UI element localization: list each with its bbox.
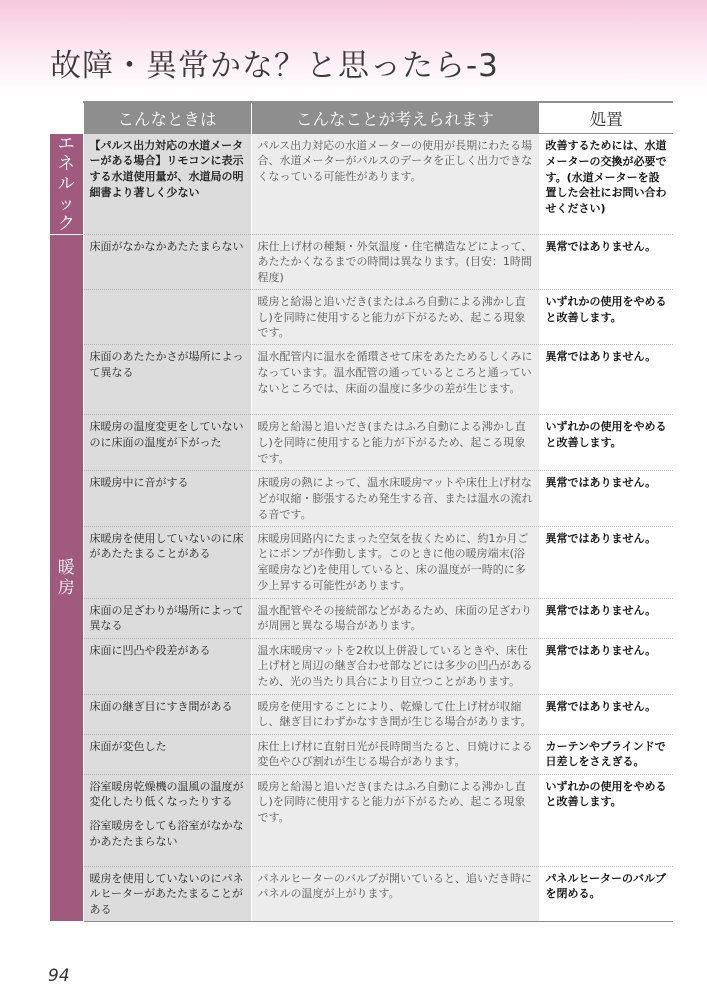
table-row — [50, 345, 673, 415]
action-cell: いずれかの使用をやめると改善します。 — [539, 415, 673, 471]
cause-cell: パネルヒーターのバルブが開いていると、追いだき時にパネルの温度が上がります。 — [251, 866, 539, 921]
condition-cell: 暖房を使用していないのにパネルヒーターがあたたまることがある — [83, 866, 251, 921]
condition-subtext: 浴室暖房をしても浴室がなかなかあたたまらない — [89, 819, 244, 849]
condition-cell: 床面がなかなかあたたまらない — [83, 234, 251, 289]
condition-cell-empty — [83, 289, 251, 344]
troubleshooting-table — [50, 101, 673, 922]
condition-cell: 床面に凹凸や段差がある — [83, 638, 251, 694]
table-row — [50, 734, 673, 774]
action-cell: 異常ではありません。 — [539, 234, 673, 289]
table-row — [50, 289, 673, 344]
table-row — [50, 471, 673, 526]
page-title: 故障・異常かな？と思ったら-3 — [50, 48, 499, 84]
table-row — [50, 598, 673, 638]
action-cell: 異常ではありません。 — [539, 526, 673, 598]
table-header-row — [50, 102, 673, 134]
cause-cell: パルス出力対応の水道メーターの使用が長期にわたる場合、水道メーターがパルスのデータを正しく出力できなくなっている可能性があります。 — [251, 134, 539, 235]
cause-cell: 床仕上げ材に直射日光が長時間当たると、日焼けによる変色やひび割れが生じる場合があります。 — [251, 734, 539, 774]
table-row — [50, 694, 673, 734]
category-heating: 暖 房 — [50, 234, 83, 922]
cause-cell: 温水床暖房マットを2枚以上併設しているときや、床仕上げ材と周辺の継ぎ合わせ部などには多少の凹凸があるため、光の当たり具合により目立つことがあります。 — [251, 638, 539, 694]
action-cell: 異常ではありません。 — [539, 345, 673, 415]
condition-cell: 床面の足ざわりが場所によって異なる — [83, 598, 251, 638]
action-cell: 異常ではありません。 — [539, 598, 673, 638]
action-cell: いずれかの使用をやめると改善します。 — [539, 774, 673, 866]
cause-cell: 暖房と給湯と追いだき(またはふろ自動による沸かし直し)を同時に使用すると能力が下がるため、起こる現象です。 — [251, 774, 539, 866]
table-row — [50, 134, 673, 235]
action-cell: いずれかの使用をやめると改善します。 — [539, 289, 673, 344]
table-row — [50, 526, 673, 598]
action-cell: カーテンやブラインドで日差しをさえぎる。 — [539, 734, 673, 774]
header-cause: こんなことが考えられます — [251, 102, 539, 134]
action-cell: パネルヒーターのバルブを閉める。 — [539, 866, 673, 921]
cause-cell: 暖房を使用することにより、乾燥して仕上げ材が収縮し、継ぎ目にわずかなすき間が生じる場合があります。 — [251, 694, 539, 734]
page-number: 94 — [48, 966, 70, 986]
condition-cell: 床面のあたたかさが場所によって異なる — [83, 345, 251, 415]
condition-text: 浴室暖房乾燥機の温風の温度が変化したり低くなったりする — [89, 779, 244, 809]
table-row — [50, 774, 673, 866]
cause-cell: 暖房と給湯と追いだき(またはふろ自動による沸かし直し)を同時に使用すると能力が下がるため、起こる現象です。 — [251, 289, 539, 344]
condition-cell: 床面が変色した — [83, 734, 251, 774]
cause-cell: 暖房と給湯と追いだき(またはふろ自動による沸かし直し)を同時に使用すると能力が下がるため、起こる現象です。 — [251, 415, 539, 471]
cause-cell: 床暖房回路内にたまった空気を抜くために、約1か月ごとにポンプが作動します。このときに他の暖房端末(浴室暖房など)を使用していると、床の温度が一時的に多少上昇する可能性があります。 — [251, 526, 539, 598]
action-cell: 異常ではありません。 — [539, 471, 673, 526]
header-condition: こんなときは — [83, 102, 251, 134]
cause-cell: 温水配管内に温水を循環させて床をあたためるしくみになっています。温水配管の通っているところと通っていないところでは、床面の温度に多少の差が生じます。 — [251, 345, 539, 415]
condition-cell — [83, 774, 251, 866]
condition-cell: 床暖房の温度変更をしていないのに床面の温度が下がった — [83, 415, 251, 471]
table-row — [50, 234, 673, 289]
cause-cell: 温水配管やその接続部などがあるため、床面の足ざわりが周囲と異なる場合があります。 — [251, 598, 539, 638]
header-spacer — [50, 102, 83, 134]
condition-cell: 床暖房を使用していないのに床があたたまることがある — [83, 526, 251, 598]
action-cell: 改善するためには、水道メーターの交換が必要です。(水道メーターを設置した会社にお問い合わせください) — [539, 134, 673, 235]
table-row — [50, 866, 673, 921]
condition-cell: 床暖房中に音がする — [83, 471, 251, 526]
condition-cell: 床面の継ぎ目にすき間がある — [83, 694, 251, 734]
category-enerluck: エ ネ ル ッ ク — [50, 134, 83, 235]
table-row — [50, 415, 673, 471]
cause-cell: 床暖房の熱によって、温水床暖房マットや床仕上げ材などが収縮・膨張するため発生する音、または温水の流れる音です。 — [251, 471, 539, 526]
condition-cell: 【パルス出力対応の水道メーターがある場合】リモコンに表示する水道使用量が、水道局の明細書より著しく少ない — [83, 134, 251, 235]
header-action: 処置 — [539, 102, 673, 134]
action-cell: 異常ではありません。 — [539, 638, 673, 694]
cause-cell: 床仕上げ材の種類・外気温度・住宅構造などによって、あたたかくなるまでの時間は異なります。(目安：1時間程度) — [251, 234, 539, 289]
action-cell: 異常ではありません。 — [539, 694, 673, 734]
table-row — [50, 638, 673, 694]
